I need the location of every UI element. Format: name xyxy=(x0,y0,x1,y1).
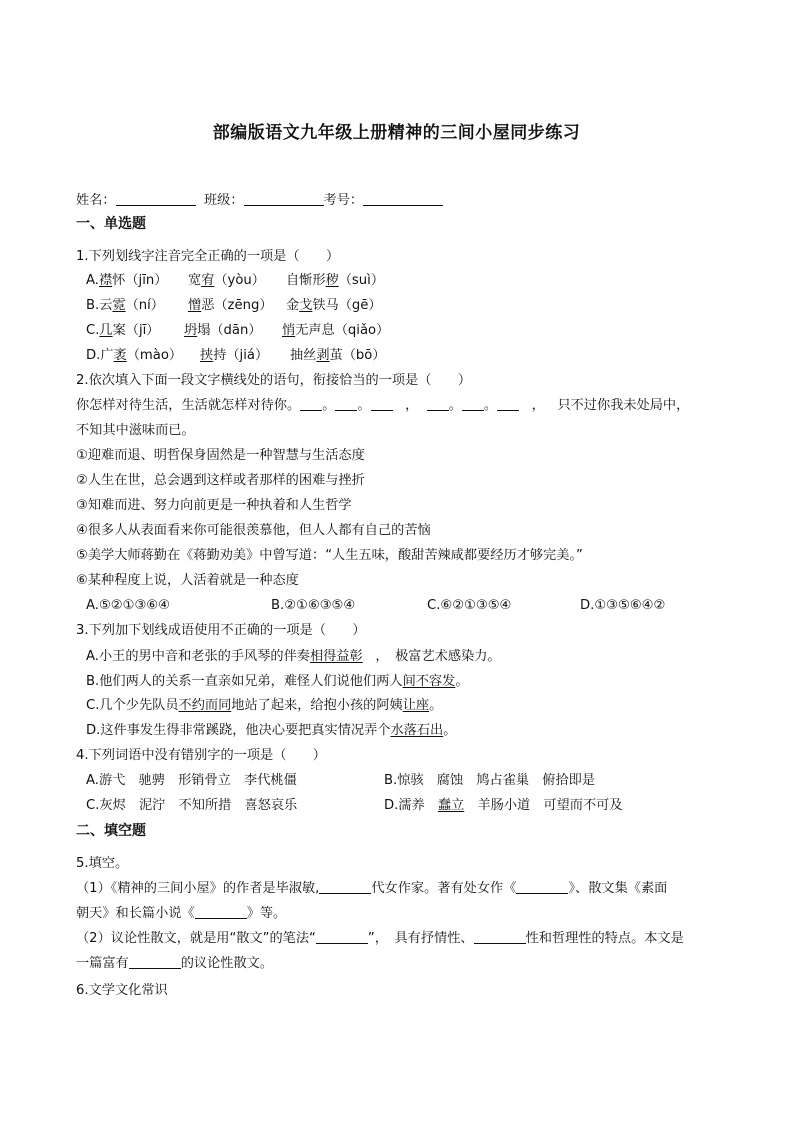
question-1-stem: 1.下列划线字注音完全正确的一项是（ ） xyxy=(76,249,340,264)
answer-blank[interactable] xyxy=(474,930,526,944)
underlined-char: 霓 xyxy=(112,298,126,313)
question-3-option-a: A.小王的男中音和老张的手风琴的伴奏相得益彰 ， 极富艺术感染力。 xyxy=(86,649,501,664)
underlined-char: 袤 xyxy=(113,348,127,363)
question-2-sentence-6: ⑥某种程度上说，人活着就是一种态度 xyxy=(76,573,299,588)
answer-blank[interactable] xyxy=(335,397,357,411)
underlined-char: 悄 xyxy=(282,323,296,338)
class-label: 班级： xyxy=(203,193,244,208)
underlined-idiom: 水落石出 xyxy=(390,723,444,738)
question-2-passage-line-2: 不知其中滋味而已。 xyxy=(76,423,195,438)
answer-blank[interactable] xyxy=(319,880,371,894)
underlined-idiom: 相得益彰 xyxy=(309,649,363,664)
underlined-idiom: 间不容发 xyxy=(402,674,456,689)
question-5-line-1: （1）《精神的三间小屋》的作者是毕淑敏, 代女作家。著有处女作《 》、散文集《素面 xyxy=(76,881,668,896)
question-5-line-4: 一篇富有 的议论性散文。 xyxy=(76,956,274,971)
underlined-char: 襟 xyxy=(98,273,113,288)
question-3-option-c: C.几个少先队员不约而同地站了起来，给抱小孩的阿姨让座。 xyxy=(86,698,443,713)
question-4-option-b: B.惊骇 腐蚀 鸠占雀巢 俯拾即是 xyxy=(384,773,596,788)
exam-number-field[interactable] xyxy=(363,192,443,206)
question-6-stem: 6.文学文化常识 xyxy=(76,983,168,998)
underlined-char: 挟 xyxy=(200,348,214,363)
question-2-sentence-1: ①迎难而退、明哲保身固然是一种智慧与生活态度 xyxy=(76,448,365,463)
underlined-char: 憎 xyxy=(188,298,202,313)
underlined-word: 蠢立 xyxy=(437,798,465,813)
question-4-stem: 4.下列词语中没有错别字的一项是（ ） xyxy=(76,748,326,763)
underlined-word: 让座 xyxy=(402,698,430,713)
underlined-char: 戈 xyxy=(299,298,313,313)
section-heading-single-choice: 一、单选题 xyxy=(76,216,146,232)
underlined-char: 坍 xyxy=(184,323,198,338)
answer-blank[interactable] xyxy=(129,955,181,969)
underlined-char: 几 xyxy=(99,323,113,338)
exam-number-label: 考号： xyxy=(323,193,364,208)
question-2-passage-line-1: 你怎样对待生活，生活就怎样对待你。 。 。 ， 。 。 ， 只不过你我未处局中， xyxy=(76,398,690,413)
name-label: 姓名： xyxy=(76,193,116,208)
question-2-stem: 2.依次填入下面一段文字横线处的语句，衔接恰当的一项是（ ） xyxy=(76,373,472,388)
question-4-option-d: D.濡养 蠢立 羊肠小道 可望而不可及 xyxy=(384,798,623,813)
underlined-char: 剥 xyxy=(316,348,330,363)
answer-blank[interactable] xyxy=(462,397,484,411)
question-4-option-c: C.灰烬 泥泞 不知所措 喜怒哀乐 xyxy=(86,798,298,813)
answer-blank[interactable] xyxy=(316,930,368,944)
section-heading-fill-in: 二、填空题 xyxy=(76,823,146,839)
answer-blank[interactable] xyxy=(371,397,393,411)
answer-blank[interactable] xyxy=(516,880,568,894)
question-2-option-a: A.⑤②①③⑥④ xyxy=(86,598,170,613)
question-5-line-3: （2）议论性散文，就是用“散文”的笔法“ ”， 具有抒情性、 性和哲理性的特点。本文是 xyxy=(76,931,684,946)
question-2-sentence-5: ⑤美学大师蒋勤在《蒋勤劝美》中曾写道：“人生五味，酸甜苦辣咸都要经历才够完美。” xyxy=(76,548,583,563)
underlined-char: 宥 xyxy=(201,273,215,288)
question-3-stem: 3.下列加下划线成语使用不正确的一项是（ ） xyxy=(76,623,366,638)
student-info-line xyxy=(76,192,443,210)
question-5-stem: 5.填空。 xyxy=(76,856,129,871)
answer-blank[interactable] xyxy=(195,905,247,919)
answer-blank[interactable] xyxy=(300,397,322,411)
worksheet-page: 部编版语文九年级上册精神的三间小屋同步练习 姓名： 班级： 考号： 一、单选题 1.下列划线字注音完全正确的一项是（ ） A.襟怀（jīn） 宽宥（yòu） 自惭形秽（suì） B.云霓（ní） 憎恶（zēng） 金戈铁马（gē） C.几案（jī） 坍塌（dān） 悄无声息（qiǎo） D.广袤（mào） 挟持（jiá） 抽丝剥茧（bō） 2.依次填入下面一段文字横线处的语句，衔接恰当的一项是（ ） 你怎样对待生活，生活就怎样对待你。 。 。 ， 。 。 ， 只不过你我未处局中， 不知其中滋味而已。 ①迎难而退、明哲保身固然是一种智慧与生活态度 ②人生在世，总会遇到这样或者那样的困难与挫折 ③知难而进、努力向前更是一种执着和人生哲学 ④很多人从表面看来你可能很羡慕他，但人人都有自己的苦恼 ⑤美学大师蒋勤在《蒋勤劝美》中曾写道：“人生五味，酸甜苦辣咸都要经历才够完美。” ⑥某种程度上说，人活着就是一种态度 A.⑤②①③⑥④ B.②①⑥③⑤④ C.⑥②①③⑤④ D.①③⑤⑥④② 3.下列加下划线成语使用不正确的一项是（ ） A.小王的男中音和老张的手风琴的伴奏相得益彰 ， 极富艺术感染力。 B.他们两人的关系一直亲如兄弟，难怪人们说他们两人间不容发。 C.几个少先队员不约而同地站了起来，给抱小孩的阿姨让座。 D.这件事发生得非常蹊跷，他决心要把真实情况弄个水落石出。 4.下列词语中没有错别字的一项是（ ） A.游弋 驰骋 形销骨立 李代桃僵 B.惊骇 腐蚀 鸠占雀巢 俯拾即是 C.灰烬 泥泞 不知所措 喜怒哀乐 D.濡养 蠢立 羊肠小道 可望而不可及 二、填空题 5.填空。 （1）《精神的三间小屋》的作者是毕淑敏, 代女作家。著有处女作《 》、散文集《素面 朝天》和长篇小说《 》等。 （2）议论性散文，就是用“散文”的笔法“ ”， 具有抒情性、 性和哲理性的特点。本文是 一篇富有 的议论性散文。 6.文学文化常识 xyxy=(0,0,793,1122)
name-field[interactable] xyxy=(116,192,196,206)
question-2-sentence-2: ②人生在世，总会遇到这样或者那样的困难与挫折 xyxy=(76,473,365,488)
answer-blank[interactable] xyxy=(427,397,449,411)
page-title: 部编版语文九年级上册精神的三间小屋同步练习 xyxy=(212,123,581,143)
question-4-option-a: A.游弋 驰骋 形销骨立 李代桃僵 xyxy=(86,773,297,788)
question-2-option-c: C.⑥②①③⑤④ xyxy=(427,598,512,613)
question-2-option-b: B.②①⑥③⑤④ xyxy=(271,598,356,613)
question-3-option-b: B.他们两人的关系一直亲如兄弟，难怪人们说他们两人间不容发。 xyxy=(86,674,469,689)
question-2-sentence-4: ④很多人从表面看来你可能很羡慕他，但人人都有自己的苦恼 xyxy=(76,523,431,538)
question-2-sentence-3: ③知难而进、努力向前更是一种执着和人生哲学 xyxy=(76,498,352,513)
question-3-option-d: D.这件事发生得非常蹊跷，他决心要把真实情况弄个水落石出。 xyxy=(86,723,457,738)
question-5-line-2: 朝天》和长篇小说《 》等。 xyxy=(76,906,287,921)
underlined-char: 秽 xyxy=(325,273,339,288)
answer-blank[interactable] xyxy=(497,397,519,411)
class-field[interactable] xyxy=(244,192,324,206)
question-2-option-d: D.①③⑤⑥④② xyxy=(580,598,666,613)
underlined-idiom: 不约而同 xyxy=(178,698,232,713)
